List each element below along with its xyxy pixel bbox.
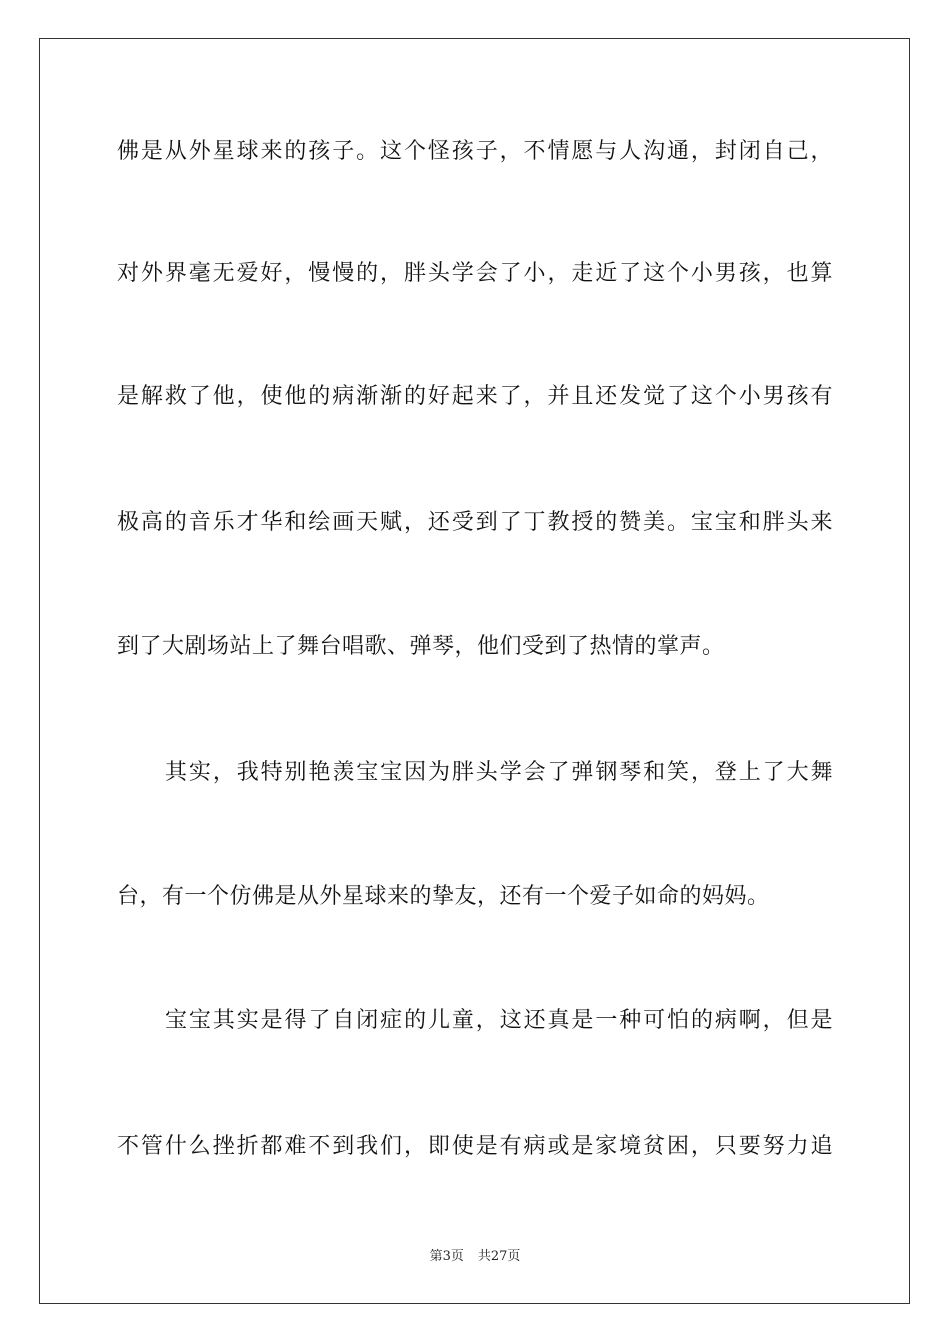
page-border bbox=[39, 38, 910, 1304]
body-line-2: 对外界毫无爱好，慢慢的，胖头学会了小，走近了这个小男孩，也算 bbox=[117, 261, 833, 286]
page-total: 共27页 bbox=[477, 1249, 521, 1264]
body-line-1: 佛是从外星球来的孩子。这个怪孩子，不情愿与人沟通，封闭自己， bbox=[117, 139, 833, 164]
body-line-6: 其实，我特别艳羡宝宝因为胖头学会了弹钢琴和笑，登上了大舞 bbox=[165, 760, 833, 785]
body-line-8: 宝宝其实是得了自闭症的儿童，这还真是一种可怕的病啊，但是 bbox=[165, 1008, 833, 1033]
body-line-3: 是解救了他，使他的病渐渐的好起来了，并且还发觉了这个小男孩有 bbox=[117, 384, 833, 409]
page-number: 第3页 bbox=[429, 1249, 464, 1264]
body-line-5: 到了大剧场站上了舞台唱歌、弹琴，他们受到了热情的掌声。 bbox=[117, 634, 725, 659]
body-line-7: 台，有一个仿佛是从外星球来的挚友，还有一个爱子如命的妈妈。 bbox=[117, 884, 770, 909]
body-line-9: 不管什么挫折都难不到我们，即使是有病或是家境贫困，只要努力追 bbox=[117, 1134, 833, 1159]
page-footer bbox=[0, 1248, 950, 1266]
body-line-4: 极高的音乐才华和绘画天赋，还受到了丁教授的赞美。宝宝和胖头来 bbox=[117, 510, 833, 535]
